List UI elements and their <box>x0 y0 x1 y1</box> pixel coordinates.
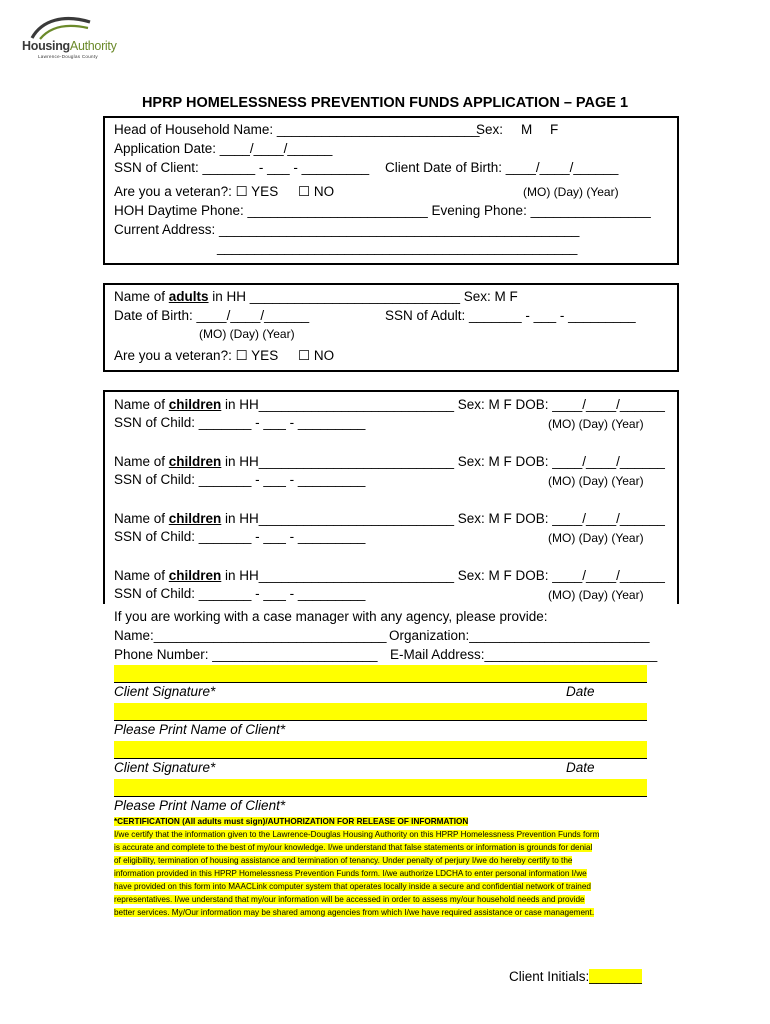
certification-line: better services. My/Our information may be shared among agencies from which I/we have required assistance or case management. <box>114 908 595 917</box>
child-name-field[interactable]: Name of children in HH__________________________ Sex: M F DOB: ____/____/______ <box>114 397 665 412</box>
print-name-line-1[interactable] <box>114 703 647 721</box>
hoh-phone-field[interactable]: HOH Daytime Phone: ________________________ Evening Phone: ________________ <box>114 203 651 218</box>
logo-subtitle: Lawrence-Douglas County <box>38 54 98 59</box>
adult-dob-field[interactable]: Date of Birth: ____/____/______ <box>114 308 310 323</box>
hoh-sex-m[interactable]: M <box>521 122 533 137</box>
certification-heading: *CERTIFICATION (All adults must sign)/AUTHORIZATION FOR RELEASE OF INFORMATION <box>114 817 469 826</box>
child-dob-hint: (MO) (Day) (Year) <box>548 417 644 431</box>
hoh-sex-label: Sex: <box>476 122 504 137</box>
child-dob-hint: (MO) (Day) (Year) <box>548 588 644 602</box>
adult-veteran-yes[interactable]: Are you a veteran?: ☐ YES <box>114 348 279 363</box>
client-ssn-field[interactable]: SSN of Client: _______ - ___ - _________ <box>114 160 370 175</box>
adult-ssn-field[interactable]: SSN of Adult: _______ - ___ - _________ <box>385 308 636 323</box>
certification-line: representatives. I/we understand that my/our information will be accessed in order to assess my/our household needs and provide <box>114 895 585 904</box>
case-manager-org-field[interactable]: Organization:________________________ <box>389 628 650 643</box>
logo-swoosh-icon <box>30 14 92 40</box>
hoh-veteran-no[interactable]: ☐ NO <box>298 184 335 199</box>
case-manager-intro: If you are working with a case manager with any agency, please provide: <box>114 609 548 624</box>
child-ssn-field[interactable]: SSN of Child: _______ - ___ - _________ <box>114 415 366 430</box>
child-ssn-field[interactable]: SSN of Child: _______ - ___ - _________ <box>114 529 366 544</box>
signature-date-label-2: Date <box>566 760 595 775</box>
certification-line: I/we certify that the information given to the Lawrence-Douglas Housing Authority on this HPRP Homelessness Prevention Funds form <box>114 830 600 839</box>
client-signature-line-2[interactable] <box>114 741 647 759</box>
hoh-veteran-yes[interactable]: Are you a veteran?: ☐ YES <box>114 184 279 199</box>
certification-text <box>114 815 662 919</box>
case-manager-phone-field[interactable]: Phone Number: ______________________ <box>114 647 378 662</box>
client-initials-label: Client Initials: <box>509 969 590 984</box>
print-name-line-2[interactable] <box>114 779 647 797</box>
client-dob-field[interactable]: Client Date of Birth: ____/____/______ <box>385 160 619 175</box>
child-name-field[interactable]: Name of children in HH__________________________ Sex: M F DOB: ____/____/______ <box>114 454 665 469</box>
child-ssn-field[interactable]: SSN of Child: _______ - ___ - _________ <box>114 586 366 601</box>
hoh-name-field[interactable]: Head of Household Name: ___________________________ <box>114 122 480 137</box>
client-initials-field[interactable]: _______ <box>589 969 642 984</box>
page-title: HPRP HOMELESSNESS PREVENTION FUNDS APPLICATION – PAGE 1 <box>141 95 629 111</box>
signature-date-label-1: Date <box>566 684 595 699</box>
client-signature-label-2: Client Signature* <box>114 760 216 775</box>
child-name-field[interactable]: Name of children in HH__________________________ Sex: M F DOB: ____/____/______ <box>114 568 665 583</box>
case-manager-name-field[interactable]: Name:_______________________________ <box>114 628 387 643</box>
adult-name-field[interactable]: Name of adults in HH ____________________________ Sex: M F <box>114 289 518 304</box>
client-signature-line-1[interactable] <box>114 665 647 683</box>
certification-line: have provided on this form into MAACLink computer system that operates locally inside a secure and confidential network of trained <box>114 882 591 891</box>
certification-line: information provided in this HPRP Homelessness Prevention Funds form. I/we authorize LDCHA to enter personal information I/we <box>114 869 587 878</box>
current-address-line2[interactable]: ________________________________________________ <box>217 240 578 255</box>
certification-line: of eligibility, termination of housing assistance and termination of tenancy. Under penalty of perjury I/we do hereby certify to the <box>114 856 573 865</box>
application-date-field[interactable]: Application Date: ____/____/______ <box>114 141 333 156</box>
client-initials <box>509 969 642 984</box>
logo-name: HousingAuthority <box>22 39 117 53</box>
current-address-field[interactable]: Current Address: ________________________________________________ <box>114 222 580 237</box>
adult-veteran-no[interactable]: ☐ NO <box>298 348 335 363</box>
hoh-sex-f[interactable]: F <box>550 122 559 137</box>
child-dob-hint: (MO) (Day) (Year) <box>548 474 644 488</box>
child-dob-hint: (MO) (Day) (Year) <box>548 531 644 545</box>
print-name-label-2: Please Print Name of Client* <box>114 798 286 813</box>
certification-line: is accurate and complete to the best of my/our knowledge. I/we understand that false statements or information is grounds for denial <box>114 843 593 852</box>
print-name-label-1: Please Print Name of Client* <box>114 722 286 737</box>
client-signature-label-1: Client Signature* <box>114 684 216 699</box>
hoh-dob-hint: (MO) (Day) (Year) <box>523 185 619 199</box>
child-name-field[interactable]: Name of children in HH__________________________ Sex: M F DOB: ____/____/______ <box>114 511 665 526</box>
case-manager-email-field[interactable]: E-Mail Address:_______________________ <box>390 647 658 662</box>
child-ssn-field[interactable]: SSN of Child: _______ - ___ - _________ <box>114 472 366 487</box>
adult-dob-hint: (MO) (Day) (Year) <box>199 327 295 341</box>
